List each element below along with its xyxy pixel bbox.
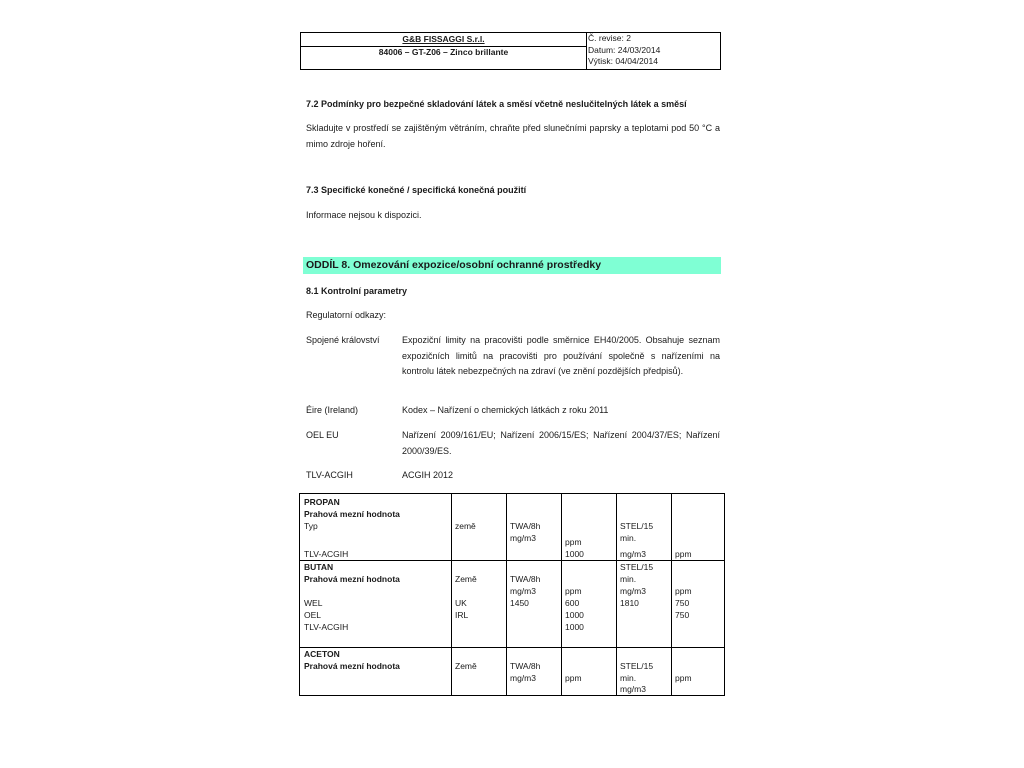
limit-type: TLV-ACGIH bbox=[304, 549, 349, 559]
twa-ppm-value: 1000 bbox=[565, 610, 584, 620]
substance-name-butan: BUTAN bbox=[304, 562, 334, 572]
document-header bbox=[300, 32, 721, 70]
reg-text-oel-eu: Nařízení 2009/161/EU; Nařízení 2006/15/ES; Nařízení 2004/37/ES; Nařízení 2000/39/ES. bbox=[402, 430, 720, 456]
stel-header: STEL/15 bbox=[620, 661, 654, 671]
twa-mg-header: mg/m3 bbox=[510, 533, 536, 543]
twa-header: TWA/8h bbox=[510, 661, 541, 671]
stel-mg-header: mg/m3 bbox=[620, 684, 646, 694]
header-left-cell bbox=[301, 33, 587, 69]
limit-type: WEL bbox=[304, 598, 323, 608]
company-name: G&B FISSAGGI S.r.l. bbox=[301, 33, 586, 47]
twa-ppm-value: 1000 bbox=[565, 549, 584, 559]
table-row-divider bbox=[300, 647, 724, 648]
stel-min-header: min. bbox=[620, 533, 637, 543]
stel-header: STEL/15 bbox=[620, 521, 654, 531]
twa-ppm-value: 1000 bbox=[565, 622, 584, 632]
table-col-divider bbox=[671, 494, 672, 695]
twa-ppm-header: ppm bbox=[565, 586, 582, 596]
table-col-divider bbox=[616, 494, 617, 695]
reg-label-tlv-acgih: TLV-ACGIH bbox=[306, 470, 353, 480]
threshold-label: Prahová mezní hodnota bbox=[304, 661, 400, 671]
section-7-2-text: Skladujte v prostředí se zajištěným větráním, chraňte před slunečními paprsky a teplotami pod 50 °C a mimo zdroje hoření. bbox=[306, 123, 720, 149]
country-header: země bbox=[455, 521, 476, 531]
section-8-heading-band bbox=[303, 257, 721, 274]
reg-label-uk: Spojené království bbox=[306, 335, 380, 345]
stel-ppm-header: ppm bbox=[675, 549, 692, 559]
twa-mg-value: 1450 bbox=[510, 598, 529, 608]
reg-text-uk: Expoziční limity na pracovišti podle směrnice EH40/2005. Obsahuje seznam expozičních limitů na pracovišti pro používání společně s nařízeními na kontrolu látek nebezpečných na zdraví (ve znění pozdějších předpisů). bbox=[402, 335, 720, 376]
table-row-divider bbox=[300, 560, 724, 561]
product-name: 84006 – GT-Z06 – Zinco brillante bbox=[378, 47, 509, 57]
table-col-divider bbox=[451, 494, 452, 695]
stel-mg-value: 1810 bbox=[620, 598, 639, 608]
reg-text-ireland: Kodex – Nařízení o chemických látkách z roku 2011 bbox=[402, 405, 609, 415]
limit-country: UK bbox=[455, 598, 467, 608]
country-header: Země bbox=[455, 661, 477, 671]
twa-ppm-header: ppm bbox=[565, 537, 582, 547]
type-header: Typ bbox=[304, 521, 318, 531]
stel-ppm-value: 750 bbox=[675, 598, 690, 608]
stel-header: STEL/15 bbox=[620, 562, 654, 572]
limit-type: OEL bbox=[304, 610, 322, 620]
country-header: Země bbox=[455, 574, 477, 584]
stel-min-header: min. bbox=[620, 574, 637, 584]
header-right-cell bbox=[588, 33, 660, 68]
limit-type: TLV-ACGIH bbox=[304, 622, 349, 632]
stel-mg-header: mg/m3 bbox=[620, 549, 646, 559]
section-7-3-text: Informace nejsou k dispozici. bbox=[306, 210, 422, 220]
twa-mg-header: mg/m3 bbox=[510, 673, 536, 683]
twa-ppm-value: 600 bbox=[565, 598, 580, 608]
reg-label-oel-eu: OEL EU bbox=[306, 430, 339, 440]
twa-header: TWA/8h bbox=[510, 521, 541, 531]
table-col-divider bbox=[561, 494, 562, 695]
threshold-label: Prahová mezní hodnota bbox=[304, 574, 400, 584]
substance-name-aceton: ACETON bbox=[304, 649, 340, 659]
section-8-title: ODDÍL 8. Omezování expozice/osobní ochranné prostředky bbox=[306, 259, 602, 271]
reg-label-ireland: Éire (Ireland) bbox=[306, 405, 359, 415]
stel-ppm-header: ppm bbox=[675, 673, 692, 683]
stel-ppm-value: 750 bbox=[675, 610, 690, 620]
twa-mg-header: mg/m3 bbox=[510, 586, 536, 596]
regulatory-references-intro: Regulatorní odkazy: bbox=[306, 310, 387, 320]
stel-mg-header: mg/m3 bbox=[620, 586, 646, 596]
section-8-1-title: 8.1 Kontrolní parametry bbox=[306, 286, 408, 296]
revision-number: Č. revise: 2 bbox=[588, 33, 631, 43]
threshold-label: Prahová mezní hodnota bbox=[304, 509, 400, 519]
table-col-divider bbox=[506, 494, 507, 695]
twa-header: TWA/8h bbox=[510, 574, 541, 584]
section-7-3-title: 7.3 Specifické konečné / specifická konečná použití bbox=[306, 185, 527, 195]
substance-name-propan: PROPAN bbox=[304, 497, 340, 507]
section-7-2-title: 7.2 Podmínky pro bezpečné skladování látek a směsí včetně neslučitelných látek a směsí bbox=[306, 99, 687, 109]
limit-country: IRL bbox=[455, 610, 469, 620]
revision-date: Datum: 24/03/2014 bbox=[588, 44, 661, 55]
stel-min-header: min. bbox=[620, 673, 637, 683]
stel-ppm-header: ppm bbox=[675, 586, 692, 596]
reg-text-tlv-acgih: ACGIH 2012 bbox=[402, 470, 454, 480]
print-date: Výtisk: 04/04/2014 bbox=[588, 56, 658, 66]
exposure-limits-table bbox=[299, 493, 725, 696]
twa-ppm-header: ppm bbox=[565, 673, 582, 683]
